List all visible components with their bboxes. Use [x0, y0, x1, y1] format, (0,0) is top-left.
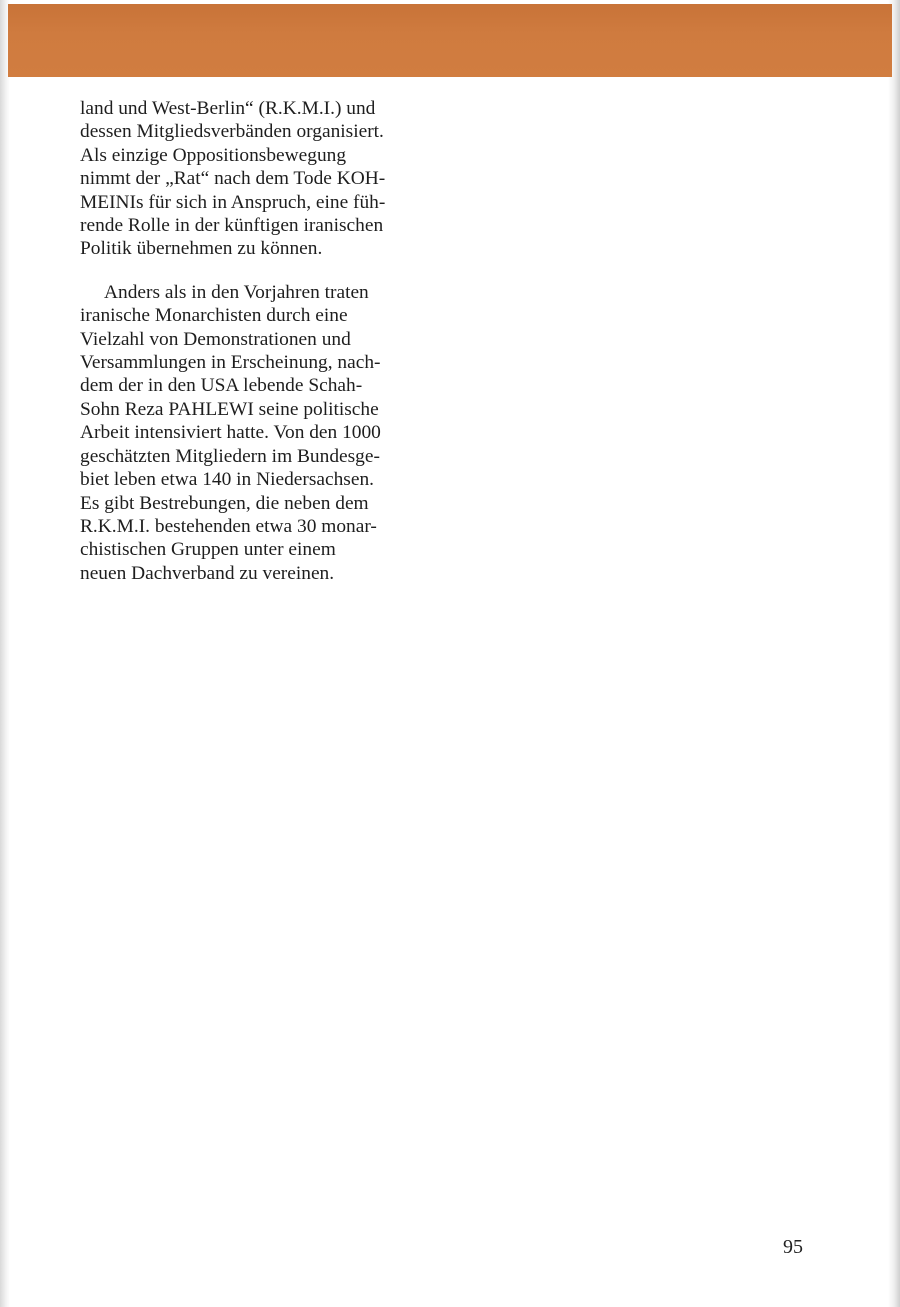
body-text-column [80, 97, 438, 585]
page-number: 95 [783, 1236, 803, 1258]
page-edge-right [888, 0, 900, 1307]
page-edge-left [0, 0, 10, 1307]
body-paragraph-1: land und West-Berlin“ (R.K.M.I.) und dessen Mitgliedsverbänden organisiert. Als einzige Oppositionsbewegung nimmt der „Rat“ nach dem Tode KOH- MEINIs für sich in Anspruch, eine füh- rende Rolle in der künftigen iranischen Politik übernehmen zu können. [80, 98, 386, 260]
header-color-band [8, 4, 892, 77]
body-paragraph-2: Anders als in den Vorjahren traten iranische Monarchisten durch eine Vielzahl von Demonstrationen und Versammlungen in Erscheinung, nach- dem der in den USA lebende Schah- Sohn Reza PAHLEWI seine politische Arbeit intensiviert hatte. Von den 1000 geschätzten Mitgliedern im Bundesge- biet leben etwa 140 in Niedersachsen. Es gibt Bestrebungen, die neben dem R.K.M.I. bestehenden etwa 30 monar- chistischen Gruppen unter einem neuen Dachverband zu vereinen. [80, 281, 381, 584]
